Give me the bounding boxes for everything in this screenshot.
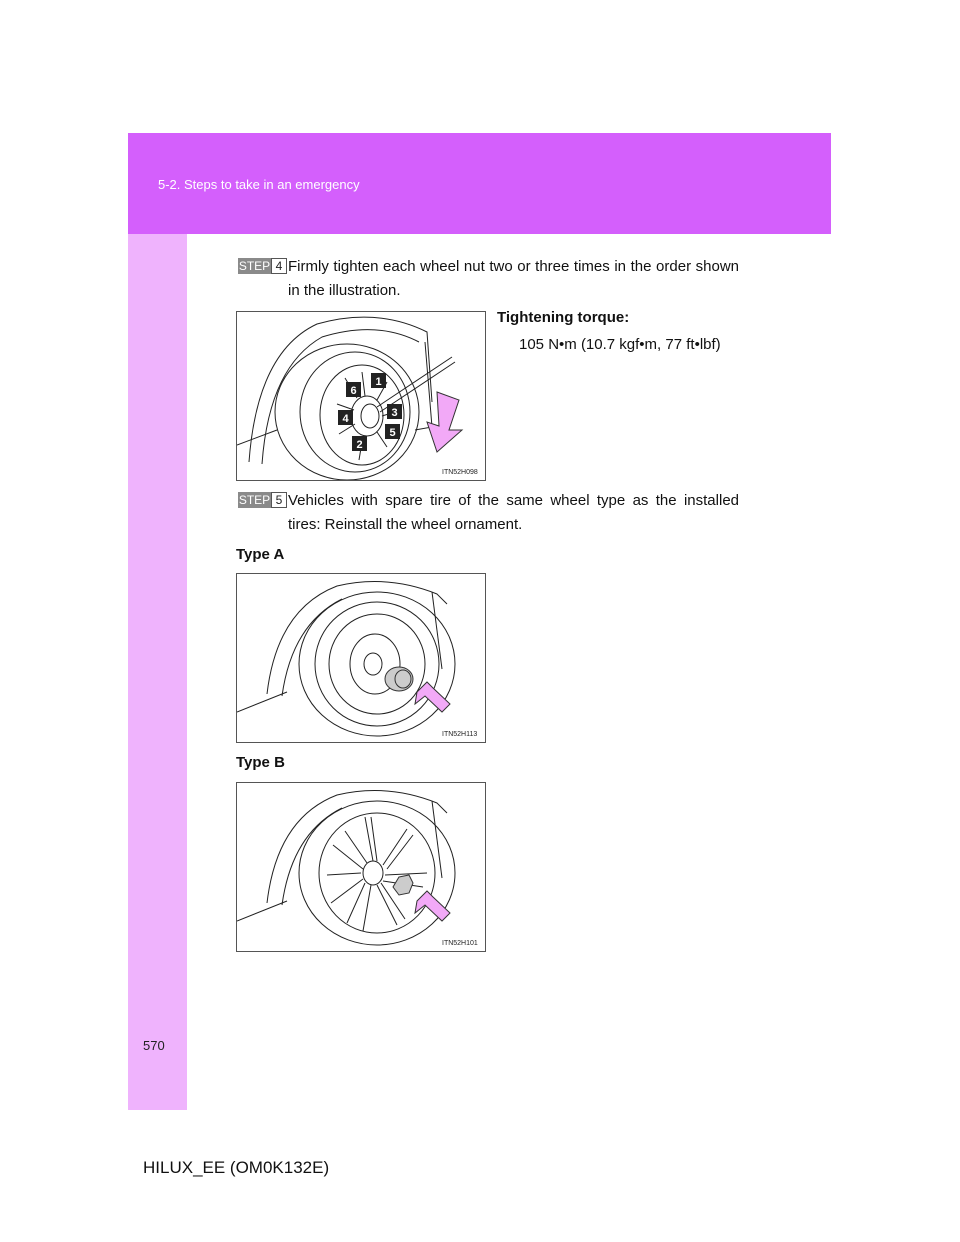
figure-code: ITN52H098 [442, 469, 478, 476]
torque-heading: Tightening torque: [497, 309, 630, 326]
nut-order-labels [338, 373, 402, 451]
step-4-text: Firmly tighten each wheel nut two or three times in the order shown in the illustration. [288, 258, 739, 299]
section-title: 5-2. Steps to take in an emergency [158, 177, 360, 192]
step-label: STEP [238, 493, 271, 507]
step-number: 5 [271, 492, 287, 508]
chapter-header-bar [128, 133, 831, 234]
nut-label-4: 4 [342, 413, 349, 425]
step-5-text: Vehicles with spare tire of the same wheel type as the installed tires: Reinstall the wheel ornament. [288, 492, 739, 533]
wheel-ornament-icon [393, 875, 413, 895]
step-label: STEP [238, 259, 271, 273]
wheel-type-a-illustration [237, 574, 485, 742]
figure-code: ITN52H113 [442, 731, 478, 738]
step-number: 4 [271, 258, 287, 274]
nut-label-5: 5 [389, 427, 396, 439]
wheel-illustration [237, 312, 485, 480]
figure-code: ITN52H101 [442, 940, 478, 947]
type-a-caption: Type A [236, 546, 285, 563]
torque-value: 105 N•m (10.7 kgf•m, 77 ft•lbf) [519, 336, 721, 353]
nut-label-6: 6 [350, 385, 357, 397]
type-a-figure [236, 573, 486, 743]
nut-label-2: 2 [356, 439, 363, 451]
nut-label-3: 3 [391, 407, 398, 419]
wheel-nut-order-figure [236, 311, 486, 481]
wheel-type-b-illustration [237, 783, 485, 951]
install-arrow-icon [415, 891, 450, 921]
step-4-badge [238, 258, 286, 274]
document-footer: HILUX_EE (OM0K132E) [143, 1158, 330, 1177]
type-b-caption: Type B [236, 754, 285, 771]
wheel-ornament-icon [385, 667, 413, 691]
type-b-figure [236, 782, 486, 952]
step-5-badge [238, 492, 286, 508]
nut-label-1: 1 [375, 376, 382, 388]
page-number: 570 [143, 1038, 165, 1053]
margin-strip [128, 234, 187, 1110]
